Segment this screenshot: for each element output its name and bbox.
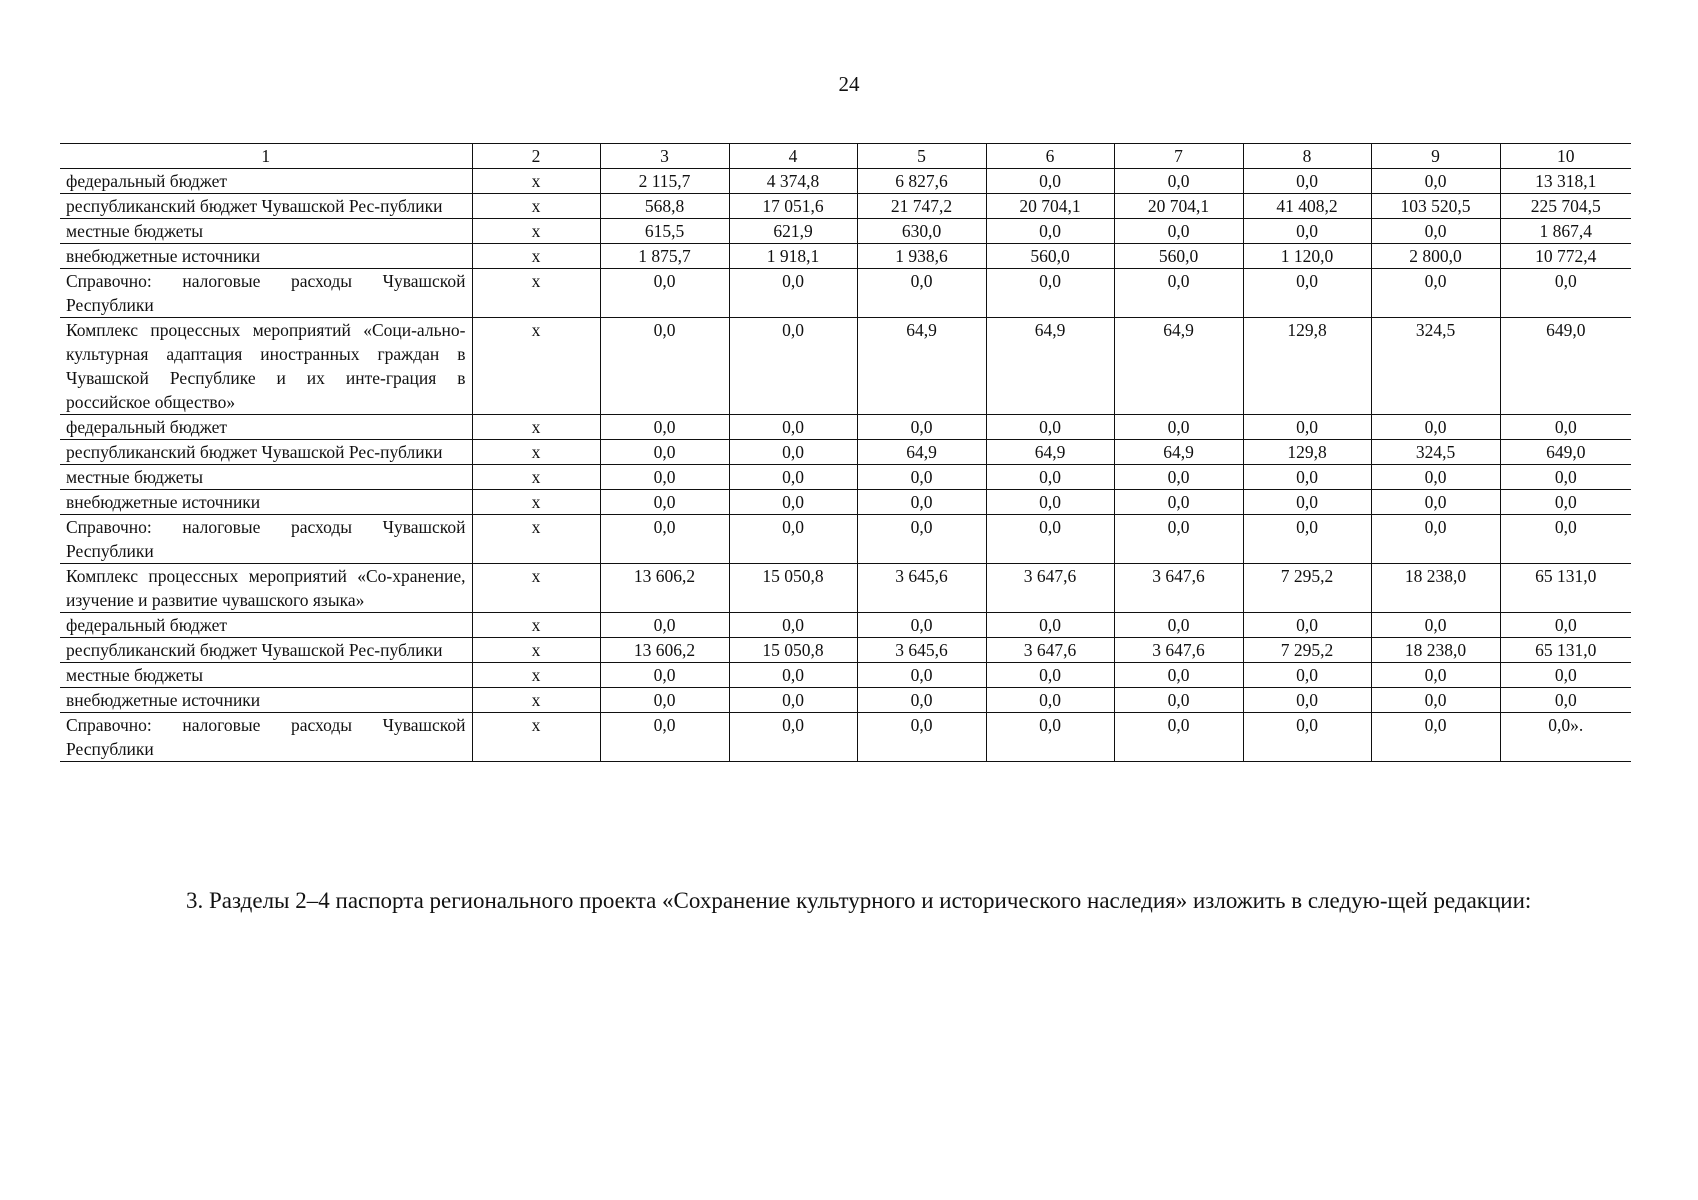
- table-cell-value: 0,0: [729, 713, 857, 762]
- table-cell-value: 0,0: [1371, 219, 1500, 244]
- table-cell-value: 64,9: [857, 440, 986, 465]
- row-mark: x: [472, 244, 600, 269]
- table-cell-value: 0,0: [600, 318, 729, 415]
- table-cell-value: 0,0: [986, 219, 1114, 244]
- table-cell-value: 18 238,0: [1371, 638, 1500, 663]
- table-cell-value: 0,0: [1243, 415, 1371, 440]
- table-cell-value: 630,0: [857, 219, 986, 244]
- table-cell-value: 0,0: [729, 490, 857, 515]
- table-cell-value: 0,0: [857, 688, 986, 713]
- page-number: 24: [838, 72, 860, 96]
- table-cell-value: 0,0: [1114, 219, 1243, 244]
- table-cell-value: 0,0: [1371, 465, 1500, 490]
- table-row: [60, 490, 1631, 515]
- table-cell-value: 0,0: [857, 515, 986, 564]
- table-cell-value: 0,0: [1500, 490, 1631, 515]
- table-cell-value: 0,0: [986, 269, 1114, 318]
- table-cell-value: 1 918,1: [729, 244, 857, 269]
- table-cell-value: 64,9: [1114, 440, 1243, 465]
- table-cell-value: 0,0: [1114, 663, 1243, 688]
- table-cell-value: 0,0: [729, 688, 857, 713]
- row-mark: x: [472, 465, 600, 490]
- table-cell-value: 3 647,6: [1114, 638, 1243, 663]
- table-cell-value: 3 647,6: [986, 638, 1114, 663]
- table-cell-value: 0,0: [729, 663, 857, 688]
- table-row: [60, 318, 1631, 415]
- table-cell-value: 0,0».: [1500, 713, 1631, 762]
- row-label: Справочно: налоговые расходы Чувашской Республики: [60, 269, 472, 318]
- table-row: [60, 244, 1631, 269]
- table-cell-value: 0,0: [729, 515, 857, 564]
- table-cell-value: 13 318,1: [1500, 169, 1631, 194]
- table-cell-value: 15 050,8: [729, 638, 857, 663]
- table-cell-value: 13 606,2: [600, 638, 729, 663]
- table-row: [60, 440, 1631, 465]
- table-row: [60, 564, 1631, 613]
- row-mark: x: [472, 490, 600, 515]
- table-row: [60, 638, 1631, 663]
- table-cell-value: 0,0: [729, 465, 857, 490]
- table-cell-value: 10 772,4: [1500, 244, 1631, 269]
- table-cell-value: 7 295,2: [1243, 564, 1371, 613]
- table-cell-value: 324,5: [1371, 440, 1500, 465]
- table-cell-value: 0,0: [1500, 613, 1631, 638]
- table-cell-value: 0,0: [857, 415, 986, 440]
- row-label: республиканский бюджет Чувашской Рес-публики: [60, 440, 472, 465]
- table-cell-value: 0,0: [986, 490, 1114, 515]
- table-cell-value: 0,0: [857, 465, 986, 490]
- row-label: местные бюджеты: [60, 465, 472, 490]
- column-header: 6: [986, 144, 1114, 169]
- table-cell-value: 3 645,6: [857, 564, 986, 613]
- table-cell-value: 0,0: [1500, 663, 1631, 688]
- table-cell-value: 64,9: [986, 440, 1114, 465]
- table-cell-value: 0,0: [1500, 465, 1631, 490]
- table-cell-value: 560,0: [1114, 244, 1243, 269]
- row-label: внебюджетные источники: [60, 244, 472, 269]
- table-cell-value: 0,0: [729, 440, 857, 465]
- row-label: республиканский бюджет Чувашской Рес-публики: [60, 638, 472, 663]
- table-cell-value: 21 747,2: [857, 194, 986, 219]
- table-row: [60, 269, 1631, 318]
- table-row: [60, 515, 1631, 564]
- table-cell-value: 225 704,5: [1500, 194, 1631, 219]
- table-cell-value: 3 647,6: [986, 564, 1114, 613]
- table-cell-value: 0,0: [1114, 613, 1243, 638]
- table-cell-value: 64,9: [1114, 318, 1243, 415]
- table-cell-value: 560,0: [986, 244, 1114, 269]
- table-cell-value: 0,0: [1114, 515, 1243, 564]
- column-header: 3: [600, 144, 729, 169]
- table-cell-value: 0,0: [1243, 169, 1371, 194]
- table-cell-value: 0,0: [1243, 490, 1371, 515]
- table-row: [60, 688, 1631, 713]
- row-label: федеральный бюджет: [60, 169, 472, 194]
- table-cell-value: 1 867,4: [1500, 219, 1631, 244]
- table-cell-value: 65 131,0: [1500, 638, 1631, 663]
- table-row: [60, 663, 1631, 688]
- row-mark: x: [472, 613, 600, 638]
- table-cell-value: 13 606,2: [600, 564, 729, 613]
- table-cell-value: 0,0: [600, 490, 729, 515]
- table-cell-value: 64,9: [857, 318, 986, 415]
- table-cell-value: 0,0: [729, 269, 857, 318]
- table-cell-value: 65 131,0: [1500, 564, 1631, 613]
- row-label: Комплекс процессных мероприятий «Соци-ально-культурная адаптация иностранных граждан в Чувашской Республике и их инте-грация в российское общество»: [60, 318, 472, 415]
- table-cell-value: 1 875,7: [600, 244, 729, 269]
- table-cell-value: 0,0: [986, 713, 1114, 762]
- table-cell-value: 0,0: [600, 663, 729, 688]
- table-cell-value: 0,0: [1500, 415, 1631, 440]
- table-cell-value: 0,0: [986, 688, 1114, 713]
- table-row: [60, 169, 1631, 194]
- row-label: внебюджетные источники: [60, 490, 472, 515]
- table-cell-value: 0,0: [600, 613, 729, 638]
- row-mark: x: [472, 219, 600, 244]
- table-cell-value: 649,0: [1500, 440, 1631, 465]
- row-mark: x: [472, 515, 600, 564]
- table-cell-value: 0,0: [1371, 663, 1500, 688]
- table-cell-value: 0,0: [1243, 219, 1371, 244]
- row-mark: x: [472, 169, 600, 194]
- table-cell-value: 20 704,1: [986, 194, 1114, 219]
- table-cell-value: 2 115,7: [600, 169, 729, 194]
- table-cell-value: 0,0: [729, 318, 857, 415]
- column-header: 4: [729, 144, 857, 169]
- table-row: [60, 194, 1631, 219]
- column-header: 5: [857, 144, 986, 169]
- table-cell-value: 7 295,2: [1243, 638, 1371, 663]
- table-cell-value: 615,5: [600, 219, 729, 244]
- row-label: внебюджетные источники: [60, 688, 472, 713]
- table-cell-value: 0,0: [729, 415, 857, 440]
- row-mark: x: [472, 440, 600, 465]
- table-cell-value: 1 938,6: [857, 244, 986, 269]
- table-cell-value: 0,0: [1243, 663, 1371, 688]
- table-cell-value: 0,0: [986, 169, 1114, 194]
- table-cell-value: 0,0: [1500, 515, 1631, 564]
- table-cell-value: 0,0: [1114, 169, 1243, 194]
- table-cell-value: 103 520,5: [1371, 194, 1500, 219]
- table-cell-value: 0,0: [1243, 713, 1371, 762]
- table-cell-value: 2 800,0: [1371, 244, 1500, 269]
- table-cell-value: 0,0: [600, 269, 729, 318]
- table-cell-value: 41 408,2: [1243, 194, 1371, 219]
- table-cell-value: 0,0: [1371, 713, 1500, 762]
- row-mark: x: [472, 713, 600, 762]
- table-cell-value: 0,0: [1114, 465, 1243, 490]
- table-row: [60, 465, 1631, 490]
- table-cell-value: 324,5: [1371, 318, 1500, 415]
- table-cell-value: 0,0: [986, 613, 1114, 638]
- table-cell-value: 0,0: [1371, 515, 1500, 564]
- row-mark: x: [472, 688, 600, 713]
- table-cell-value: 0,0: [1243, 269, 1371, 318]
- row-label: федеральный бюджет: [60, 613, 472, 638]
- row-mark: x: [472, 638, 600, 663]
- table-cell-value: 0,0: [1371, 415, 1500, 440]
- table-cell-value: 0,0: [600, 688, 729, 713]
- table-cell-value: 0,0: [600, 713, 729, 762]
- table-cell-value: 0,0: [1114, 415, 1243, 440]
- table-cell-value: 0,0: [600, 415, 729, 440]
- column-header: 7: [1114, 144, 1243, 169]
- table-cell-value: 0,0: [729, 613, 857, 638]
- table-cell-value: 0,0: [857, 663, 986, 688]
- table-cell-value: 0,0: [986, 515, 1114, 564]
- row-label: местные бюджеты: [60, 663, 472, 688]
- budget-table: [60, 143, 1631, 762]
- table-cell-value: 0,0: [1371, 490, 1500, 515]
- row-label: Справочно: налоговые расходы Чувашской Республики: [60, 515, 472, 564]
- table-cell-value: 0,0: [1371, 688, 1500, 713]
- table-row: [60, 613, 1631, 638]
- row-mark: x: [472, 269, 600, 318]
- row-mark: x: [472, 663, 600, 688]
- column-header: 1: [60, 144, 472, 169]
- table-cell-value: 0,0: [1371, 269, 1500, 318]
- table-cell-value: 0,0: [986, 663, 1114, 688]
- table-cell-value: 0,0: [1371, 169, 1500, 194]
- table-body: [60, 169, 1631, 762]
- row-label: федеральный бюджет: [60, 415, 472, 440]
- table-cell-value: 0,0: [1243, 688, 1371, 713]
- table-cell-value: 0,0: [1371, 613, 1500, 638]
- table-cell-value: 129,8: [1243, 440, 1371, 465]
- table-row: [60, 219, 1631, 244]
- table-cell-value: 0,0: [857, 613, 986, 638]
- row-mark: x: [472, 564, 600, 613]
- table-cell-value: 0,0: [1243, 465, 1371, 490]
- column-header: 10: [1500, 144, 1631, 169]
- table-cell-value: 0,0: [986, 415, 1114, 440]
- table-cell-value: 0,0: [600, 515, 729, 564]
- table-row: [60, 415, 1631, 440]
- table-cell-value: 0,0: [1500, 269, 1631, 318]
- table-cell-value: 129,8: [1243, 318, 1371, 415]
- table-cell-value: 0,0: [857, 490, 986, 515]
- row-mark: x: [472, 194, 600, 219]
- table-cell-value: 649,0: [1500, 318, 1631, 415]
- table-cell-value: 1 120,0: [1243, 244, 1371, 269]
- table-cell-value: 568,8: [600, 194, 729, 219]
- row-label: Комплекс процессных мероприятий «Со-хранение, изучение и развитие чувашского языка»: [60, 564, 472, 613]
- table-cell-value: 0,0: [1114, 269, 1243, 318]
- table-cell-value: 15 050,8: [729, 564, 857, 613]
- table-cell-value: 20 704,1: [1114, 194, 1243, 219]
- table-cell-value: 64,9: [986, 318, 1114, 415]
- row-label: Справочно: налоговые расходы Чувашской Республики: [60, 713, 472, 762]
- table-cell-value: 6 827,6: [857, 169, 986, 194]
- row-label: республиканский бюджет Чувашской Рес-публики: [60, 194, 472, 219]
- table-cell-value: 3 647,6: [1114, 564, 1243, 613]
- table-cell-value: 17 051,6: [729, 194, 857, 219]
- table-cell-value: 0,0: [1243, 613, 1371, 638]
- table-cell-value: 4 374,8: [729, 169, 857, 194]
- table-cell-value: 0,0: [1114, 713, 1243, 762]
- table-cell-value: 0,0: [600, 440, 729, 465]
- table-cell-value: 0,0: [1500, 688, 1631, 713]
- table-cell-value: 0,0: [857, 269, 986, 318]
- table-cell-value: 0,0: [986, 465, 1114, 490]
- table-cell-value: 0,0: [1114, 490, 1243, 515]
- column-header: 9: [1371, 144, 1500, 169]
- row-mark: x: [472, 318, 600, 415]
- table-cell-value: 18 238,0: [1371, 564, 1500, 613]
- table-row: [60, 713, 1631, 762]
- row-mark: x: [472, 415, 600, 440]
- table-cell-value: 3 645,6: [857, 638, 986, 663]
- table-header-row: [60, 144, 1631, 169]
- table-cell-value: 0,0: [857, 713, 986, 762]
- column-header: 8: [1243, 144, 1371, 169]
- row-label: местные бюджеты: [60, 219, 472, 244]
- body-paragraph: 3. Разделы 2–4 паспорта регионального проекта «Сохранение культурного и исторического наследия» изложить в следую-щей редакции:: [186, 888, 1532, 913]
- table-cell-value: 0,0: [1243, 515, 1371, 564]
- table-cell-value: 621,9: [729, 219, 857, 244]
- table-cell-value: 0,0: [600, 465, 729, 490]
- table-cell-value: 0,0: [1114, 688, 1243, 713]
- column-header: 2: [472, 144, 600, 169]
